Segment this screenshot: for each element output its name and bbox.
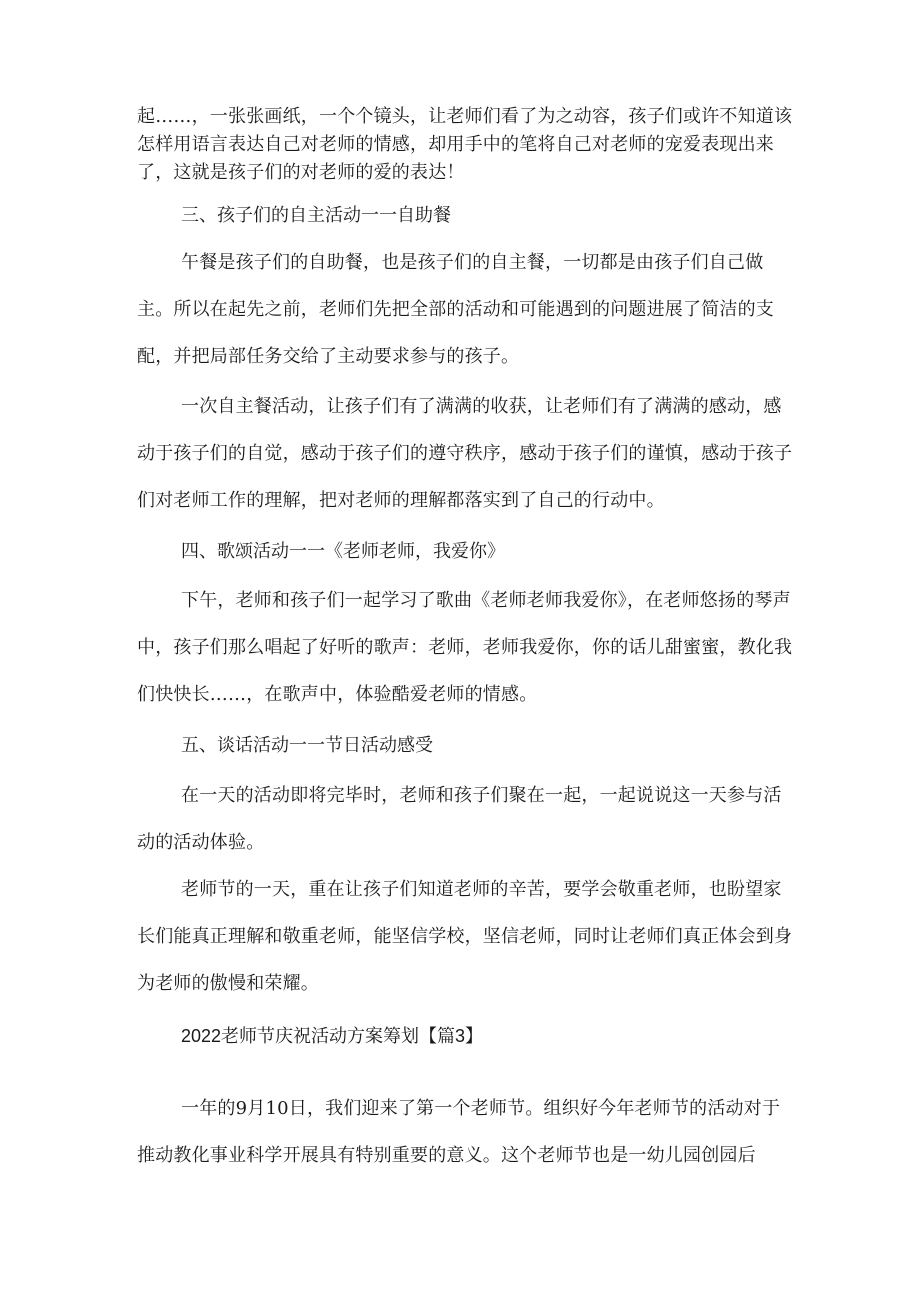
closing-paragraph: 老师节的一天，重在让孩子们知道老师的辛苦，要学会敬重老师，也盼望家长们能真正理解和敬重老师，能坚信学校，坚信老师，同时让老师们真正体会到身为老师的傲慢和荣耀。: [137, 879, 793, 994]
section-5-paragraph-1: 在一天的活动即将完毕时，老师和孩子们聚在一起，一起说说这一天参与活动的活动体验。: [137, 785, 782, 853]
section-4-heading: 四、歌颂活动一一《老师老师，我爱你》: [181, 541, 505, 562]
part-3-paragraph-1: 一年的9月10日，我们迎来了第一个老师节。组织好今年老师节的活动对于推动教化事业科学开展具有特别重要的意义。这个老师节也是一幼儿园创园后: [137, 1098, 781, 1166]
section-3-paragraph-2: 一次自主餐活动，让孩子们有了满满的收获，让老师们有了满满的感动，感动于孩子们的自觉，感动于孩子们的遵守秩序，感动于孩子们的谨慎，感动于孩子们对老师工作的理解，把对老师的理解都落实到了自己的行动中。: [137, 396, 793, 511]
continuation-paragraph: 起……，一张张画纸，一个个镜头，让老师们看了为之动容，孩子们或许不知道该怎样用语言表达自己对老师的情感，却用手中的笔将自己对老师的宠爱表现出来了，这就是孩子们的对老师的爱的表达！: [137, 106, 793, 183]
section-4-paragraph-1: 下午，老师和孩子们一起学习了歌曲《老师老师我爱你》，在老师悠扬的琴声中，孩子们那么唱起了好听的歌声：老师，老师我爱你，你的话儿甜蜜蜜，教化我们快快长……，在歌声中，体验酷爱老师的情感。: [137, 590, 793, 705]
section-3-heading: 三、孩子们的自主活动一一自助餐: [181, 205, 451, 226]
section-5-heading: 五、谈话活动一一节日活动感受: [181, 735, 433, 756]
part-3-title: 2022老师节庆祝活动方案筹划【篇3】: [181, 1026, 484, 1046]
section-3-paragraph-1: 午餐是孩子们的自助餐，也是孩子们的自主餐，一切都是由孩子们自己做主。所以在起先之前，老师们先把全部的活动和可能遇到的问题进展了简洁的支配，并把局部任务交给了主动要求参与的孩子。: [137, 252, 774, 367]
